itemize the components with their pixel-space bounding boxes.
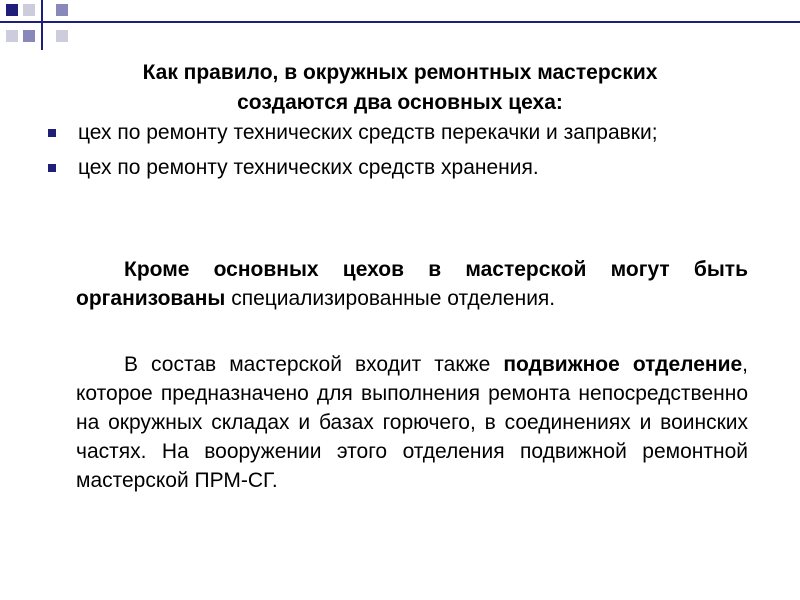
paragraph-2-start: В состав мастерской входит также [124,353,504,376]
square-bullet-icon [48,129,56,137]
decor-square [6,30,18,42]
decor-horizontal-line [0,21,800,23]
heading-line-1: Как правило, в окружных ремонтных мастерских [142,61,658,84]
paragraph-1 [76,255,748,313]
bullet-item [48,153,748,183]
paragraph-1-rest: специализированные отделения. [225,287,556,310]
decor-vertical-line [41,0,43,50]
decor-square [6,4,18,16]
paragraph-1-bold: Кроме основных цехов в мастерской могут быть организованы [76,258,748,310]
bullet-text: цех по ремонту технических средств перекачки и заправки; [78,121,658,144]
slide-heading [40,58,760,118]
decor-square [23,4,35,16]
square-bullet-icon [48,164,56,172]
heading-line-2: создаются два основных цеха: [237,91,563,114]
slide-decoration [0,0,90,50]
paragraph-2-rest: , которое предназначено для выполнения ремонта непосредственно на окружных складах и базах горючего, в соединениях и воинских частях. На вооружении этого отделения подвижной ремонтной мастерской ПРМ-СГ. [76,353,749,492]
paragraph-2 [76,350,748,495]
decor-square [56,30,68,42]
bullet-text: цех по ремонту технических средств хранения. [78,156,539,179]
decor-square [56,4,68,16]
decor-square [23,30,35,42]
bullet-list [48,118,748,188]
paragraph-2-bold: подвижное отделение [503,353,743,376]
bullet-item [48,118,748,148]
